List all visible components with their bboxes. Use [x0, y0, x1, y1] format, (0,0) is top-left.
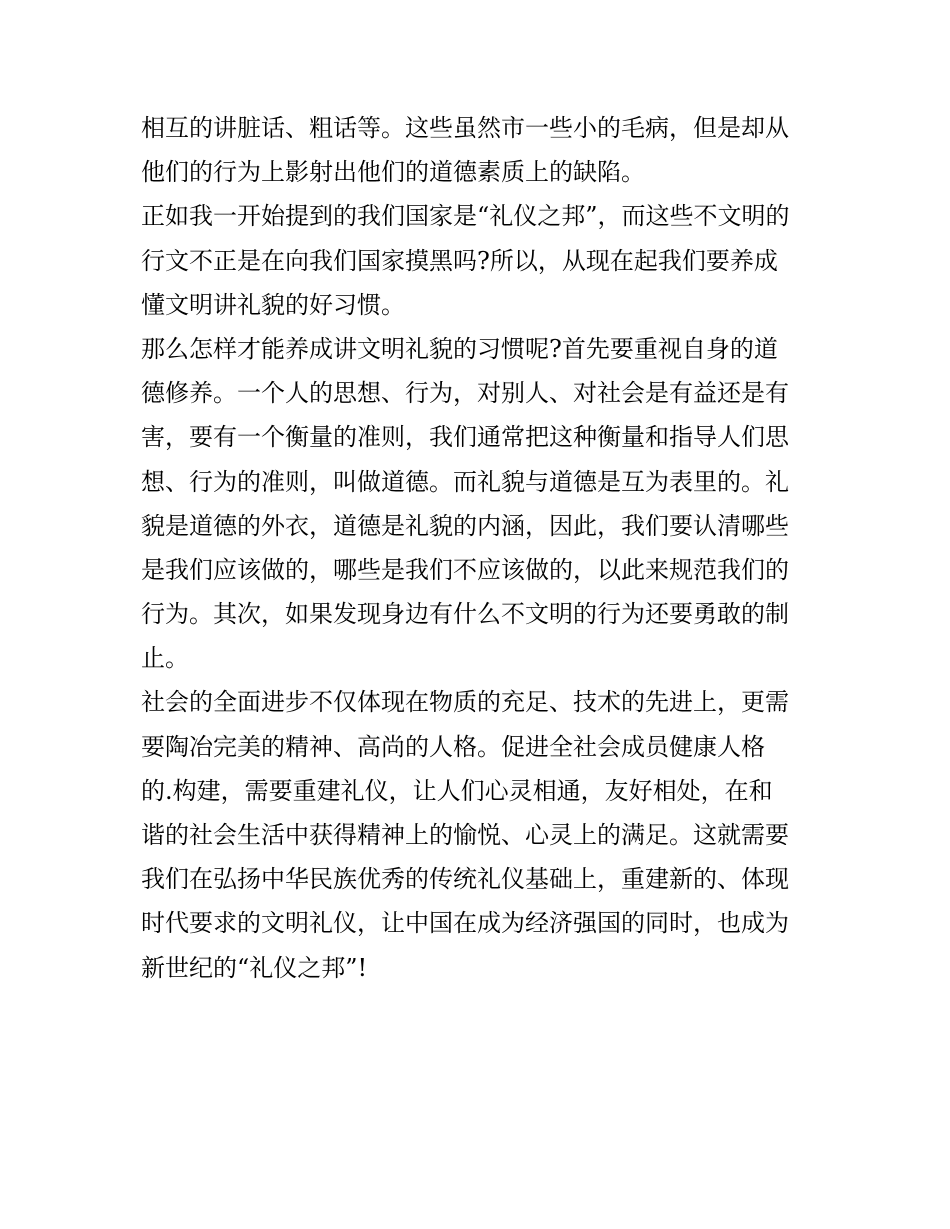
text-line: 德修养。一个人的思想、行为，对别人、对社会是有益还是有 — [141, 379, 789, 408]
text-line: 正如我一开始提到的我们国家是“礼仪之邦”，而这些不文明的 — [141, 202, 790, 231]
text-line: 行为。其次，如果发现身边有什么不文明的行为还要勇敢的制 — [141, 600, 789, 629]
text-line: 社会的全面进步不仅体现在物质的充足、技术的先进上，更需 — [141, 688, 789, 717]
text-line: 我们在弘扬中华民族优秀的传统礼仪基础上，重建新的、体现 — [141, 865, 789, 894]
text-line: 想、行为的准则，叫做道德。而礼貌与道德是互为表里的。礼 — [141, 467, 789, 496]
document-body — [141, 106, 821, 990]
text-line: 是我们应该做的，哪些是我们不应该做的，以此来规范我们的 — [141, 555, 789, 584]
text-line: 谐的社会生活中获得精神上的愉悦、心灵上的满足。这就需要 — [141, 821, 789, 849]
text-line: 他们的行为上影射出他们的道德素质上的缺陷。 — [141, 158, 645, 187]
text-line: 止。 — [141, 644, 189, 673]
text-line: 那么怎样才能养成讲文明礼貌的习惯呢?首先要重视自身的道 — [141, 334, 778, 363]
paragraph-1 — [141, 106, 821, 194]
text-line: 相互的讲脏话、粗话等。这些虽然市一些小的毛病，但是却从 — [141, 114, 789, 142]
text-line: 行文不正是在向我们国家摸黑吗?所以，从现在起我们要养成 — [141, 246, 778, 275]
text-line: 时代要求的文明礼仪，让中国在成为经济强国的同时，也成为 — [141, 909, 789, 938]
paragraph-2 — [141, 194, 821, 327]
paragraph-4 — [141, 680, 821, 989]
text-line: 要陶冶完美的精神、高尚的人格。促进全社会成员健康人格 — [141, 732, 765, 761]
text-line: 貌是道德的外衣，道德是礼貌的内涵，因此，我们要认清哪些 — [141, 511, 789, 540]
paragraph-3 — [141, 327, 821, 681]
text-line: 害，要有一个衡量的准则，我们通常把这种衡量和指导人们思 — [141, 423, 789, 452]
text-line: 懂文明讲礼貌的好习惯。 — [141, 290, 405, 319]
text-line: 新世纪的“礼仪之邦”! — [141, 953, 368, 982]
text-line: 的.构建，需要重建礼仪，让人们心灵相通，友好相处，在和 — [141, 776, 773, 805]
